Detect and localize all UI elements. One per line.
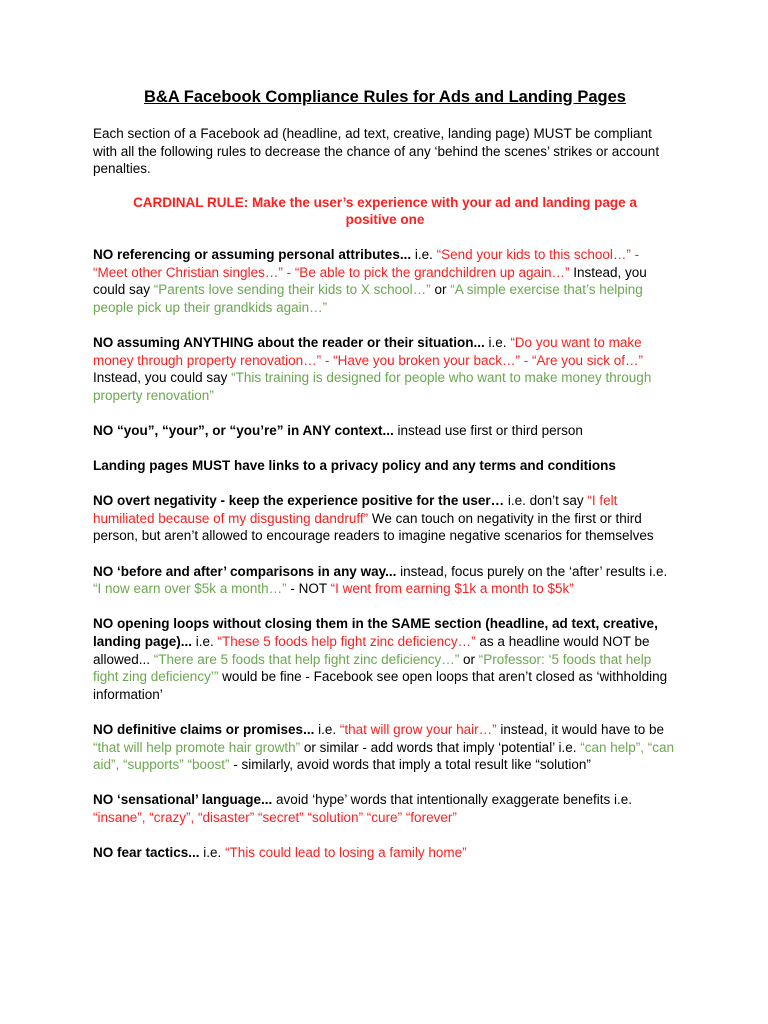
rule-text: We can touch on negativity in the first or third person, but aren’t allowed to encourage readers to imagine negative scenarios for themselves xyxy=(93,510,654,544)
rule-paragraph xyxy=(93,457,677,475)
bad-example: “insane”, “crazy”, “disaster” “secret” “solution” “cure” “forever” xyxy=(93,809,457,825)
good-example: “Professor: ‘5 foods that help fight zing deficiency’” xyxy=(93,651,652,685)
rule-text: as a headline would NOT be allowed... xyxy=(93,634,650,667)
rule-heading: NO assuming ANYTHING about the reader or their situation... xyxy=(93,334,485,350)
rule-text: avoid ‘hype’ words that intentionally exaggerate benefits i.e. xyxy=(272,792,633,808)
bad-example: “Do you want to make money through property renovation…” - “Have you broken your back…” - “Are you sick of…” xyxy=(93,334,643,368)
rule-text: i.e. don’t say xyxy=(504,493,588,509)
rules-list xyxy=(93,246,677,862)
good-example: “I now earn over $5k a month…” xyxy=(93,581,287,597)
rule-heading: NO overt negativity - keep the experience positive for the user… xyxy=(93,493,505,509)
good-example: “Parents love sending their kids to X school…” xyxy=(153,282,431,298)
rule-paragraph xyxy=(93,721,677,774)
bad-example: “This could lead to losing a family home” xyxy=(225,845,467,861)
rule-text: i.e. xyxy=(199,845,226,861)
rule-text: or similar - add words that imply ‘potential’ i.e. xyxy=(300,739,581,755)
rule-heading: NO ‘before and after’ comparisons in any way... xyxy=(93,563,397,579)
rule-paragraph xyxy=(93,492,677,545)
document-page xyxy=(93,87,677,879)
rule-heading: NO “you”, “your”, or “you’re” in ANY context... xyxy=(93,422,394,438)
rule-text: or xyxy=(430,282,451,298)
rule-paragraph xyxy=(93,334,677,404)
rule-text: instead, it would have to be xyxy=(496,722,664,737)
rule-text: Instead, you could say xyxy=(93,264,647,298)
rule-heading: Landing pages MUST have links to a privacy policy and any terms and conditions xyxy=(93,458,616,474)
rule-heading: NO ‘sensational’ language... xyxy=(93,792,273,808)
rule-heading: NO opening loops without closing them in the SAME section (headline, ad text, creative, landing page)... xyxy=(93,616,658,650)
rule-text: i.e. xyxy=(192,634,218,650)
cardinal-rule: CARDINAL RULE: Make the user’s experience with your ad and landing page a positive one xyxy=(133,194,637,228)
rule-text: would be fine - Facebook see open loops that aren’t closed as ‘withholding information’ xyxy=(93,669,668,702)
rule-text: - similarly, avoid words that imply a total result like “solution” xyxy=(229,757,591,773)
rule-paragraph xyxy=(93,615,677,703)
rule-text: instead use first or third person xyxy=(393,422,583,438)
rule-paragraph xyxy=(93,422,677,440)
rule-text: instead, focus purely on the ‘after’ results i.e. xyxy=(396,563,668,579)
rule-text: - NOT xyxy=(286,581,331,597)
rule-paragraph xyxy=(93,791,677,826)
rule-text: i.e. xyxy=(314,722,340,737)
good-example: “A simple exercise that’s helping people pick up their grandkids again…” xyxy=(93,282,643,315)
rule-text: or xyxy=(459,651,479,667)
document-title: B&A Facebook Compliance Rules for Ads and Landing Pages xyxy=(144,88,626,106)
bad-example: “Send your kids to this school…” - “Meet other Christian singles…” - “Be able to pick the grandchildren up again…” xyxy=(93,246,640,280)
bad-example: “These 5 foods help fight zinc deficiency…” xyxy=(217,634,476,650)
rule-heading: NO definitive claims or promises... xyxy=(93,722,315,737)
good-example: “can help”, “can aid”, “supports” “boost” xyxy=(93,739,674,773)
rule-text: Instead, you could say xyxy=(93,370,232,386)
rule-heading: NO fear tactics... xyxy=(93,845,200,861)
rule-text: i.e. xyxy=(411,246,437,262)
rule-heading: NO referencing or assuming personal attributes... xyxy=(93,246,412,262)
bad-example: “that will grow your hair…” xyxy=(339,722,497,737)
rule-paragraph xyxy=(93,844,677,862)
good-example: “that will help promote hair growth” xyxy=(93,739,301,755)
rule-text: i.e. xyxy=(484,334,511,350)
good-example: “There are 5 foods that help fight zinc deficiency…” xyxy=(153,651,460,667)
bad-example: “I felt humiliated because of my disgusting dandruff” xyxy=(93,493,618,526)
rule-paragraph xyxy=(93,563,677,598)
rule-paragraph xyxy=(93,246,677,316)
bad-example: “I went from earning $1k a month to $5k” xyxy=(330,581,574,597)
good-example: “This training is designed for people who want to make money through property renovation” xyxy=(93,370,652,403)
intro-paragraph: Each section of a Facebook ad (headline, ad text, creative, landing page) MUST be compliant with all the following rules to decrease the chance of any ‘behind the scenes’ strikes or account penalties. xyxy=(93,126,660,177)
